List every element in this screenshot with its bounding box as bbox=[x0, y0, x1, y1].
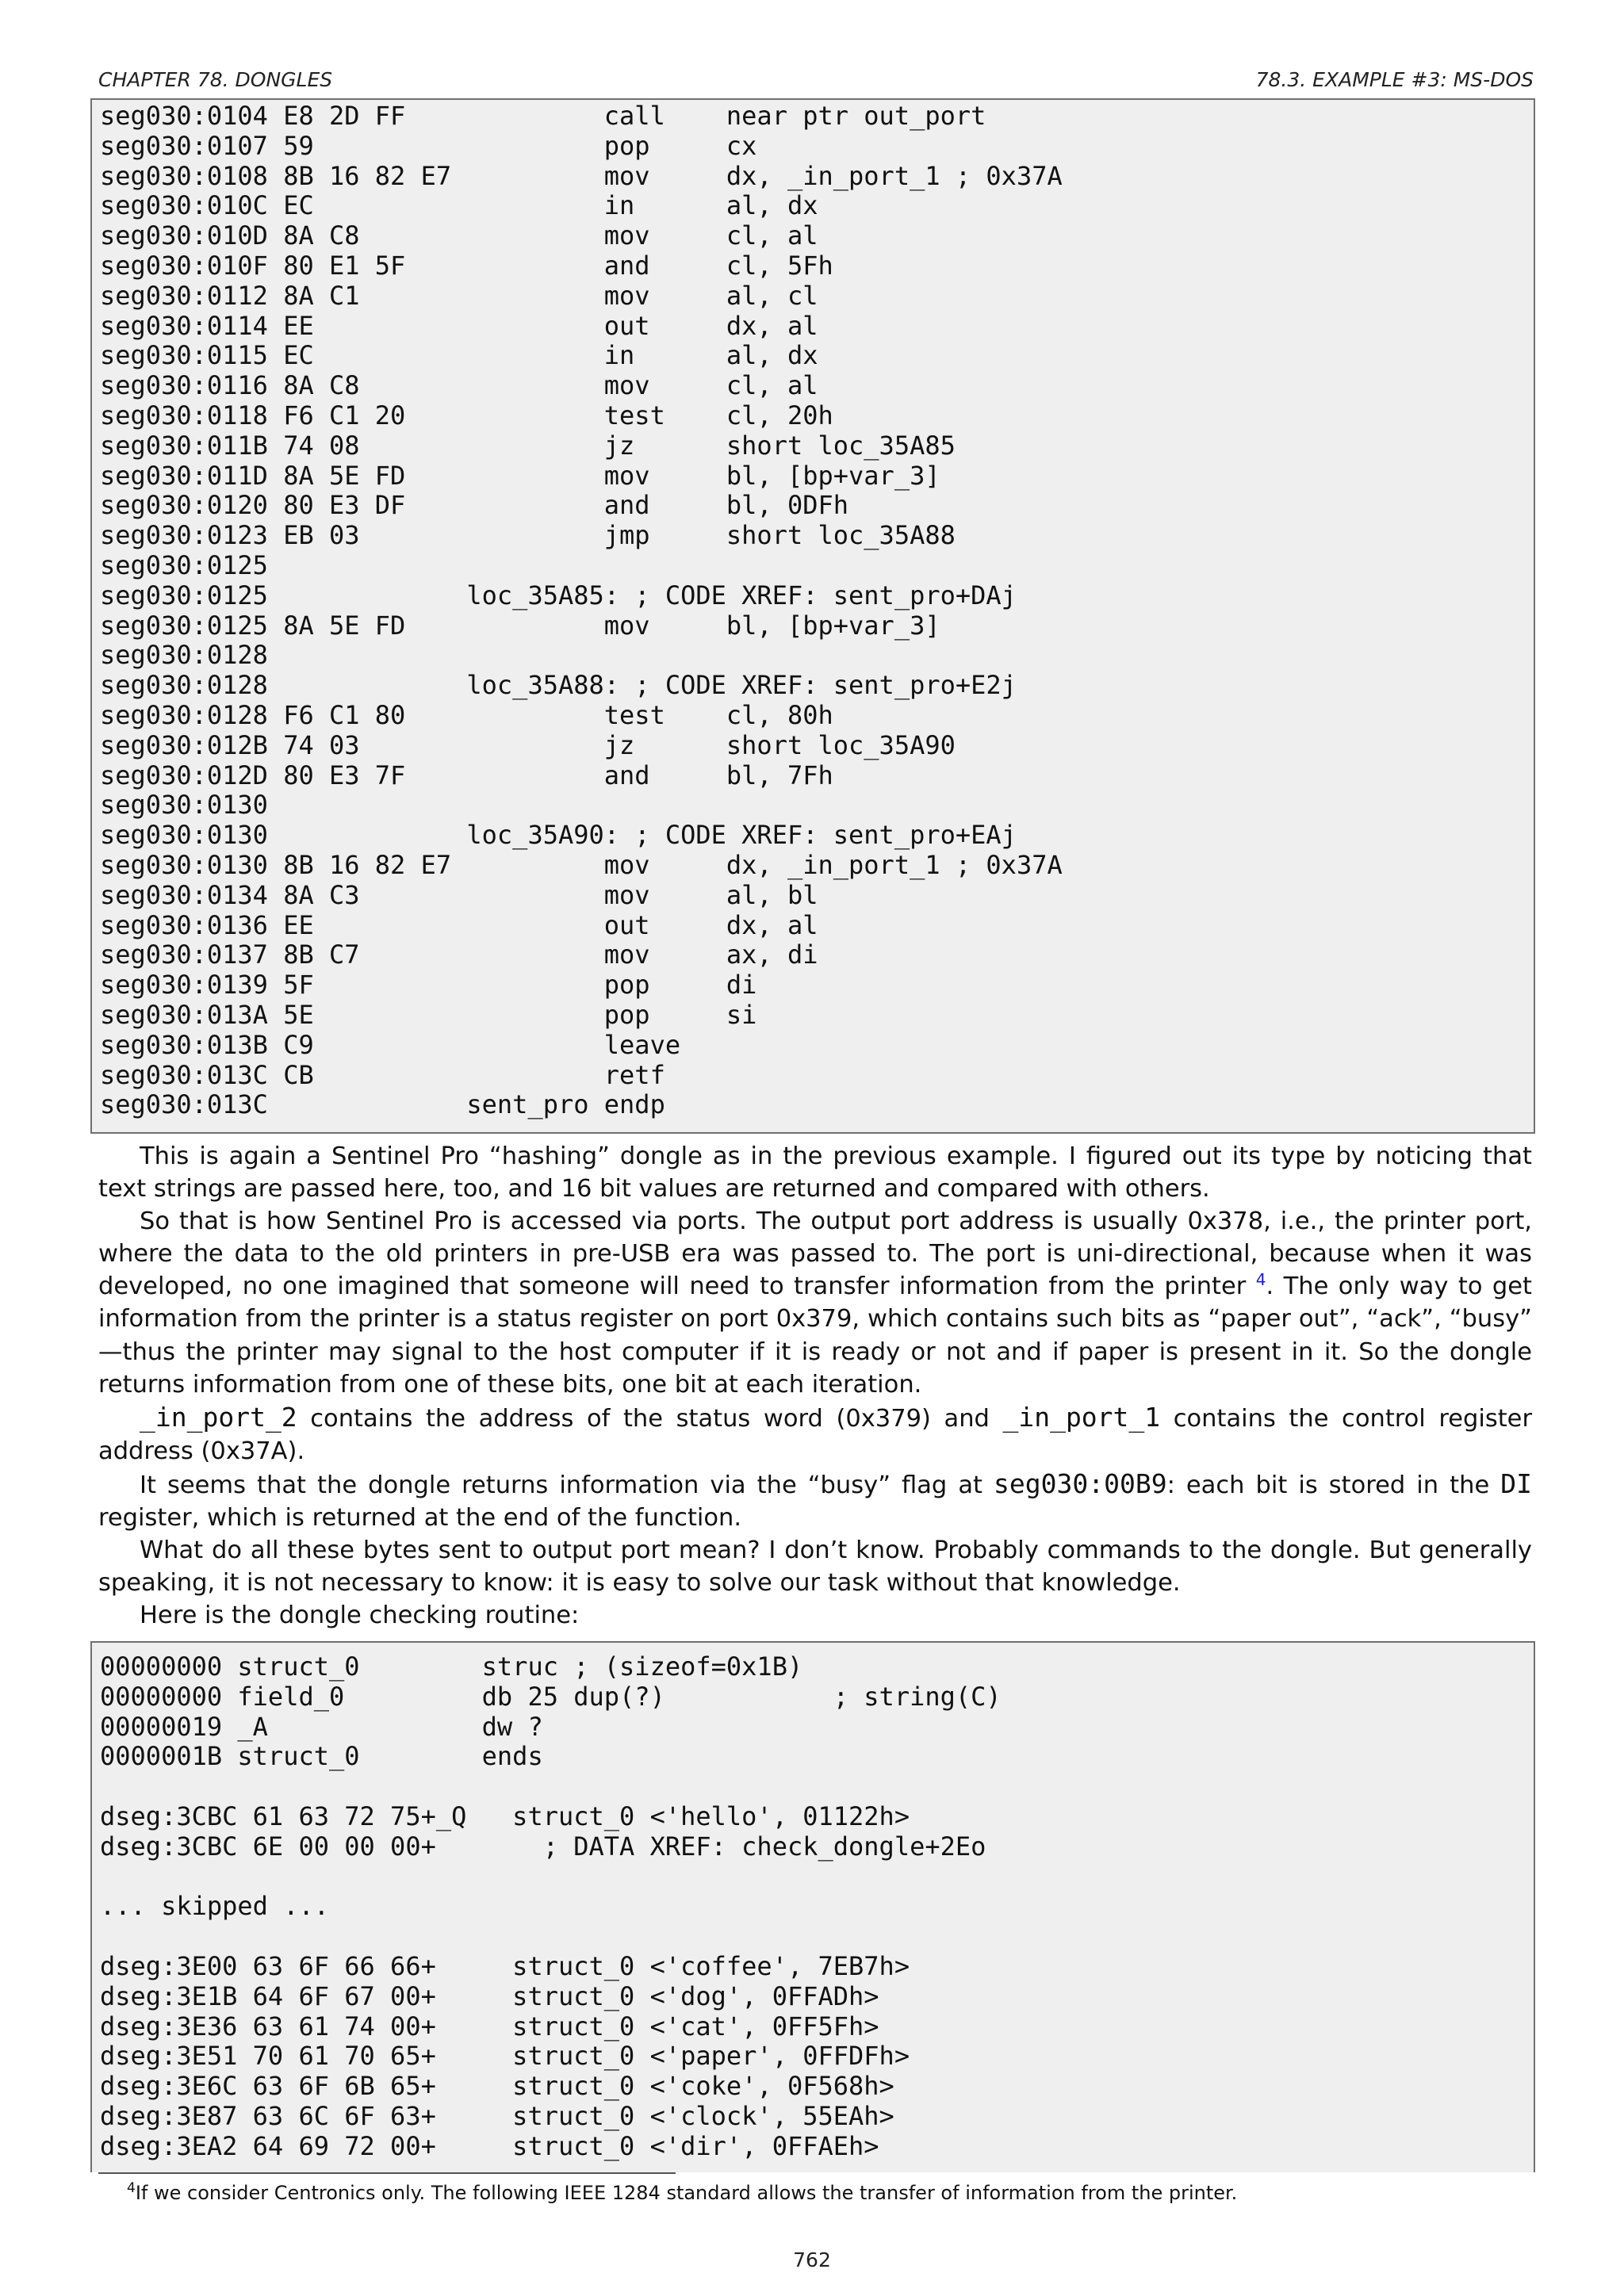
paragraph-4 bbox=[98, 1468, 1532, 1534]
code-line: dseg:3E51 70 61 70 65+ struct_0 <'paper', 0FFDFh> bbox=[100, 2041, 910, 2072]
code-line: dseg:3CBC 61 63 72 75+_Q struct_0 <'hello', 01122h> bbox=[100, 1800, 910, 1831]
code-line: seg030:010F 80 E1 5F and cl, 5Fh bbox=[100, 250, 833, 281]
inline-code-in-port-2: _in_port_2 bbox=[140, 1401, 297, 1433]
code-line: seg030:0104 E8 2D FF call near ptr out_port bbox=[100, 101, 986, 131]
paragraph-5: What do all these bytes sent to output port mean? I don’t know. Probably commands to the dongle. But generally speaking, it is not necessary to know: it is easy to solve our task without that knowledge. bbox=[98, 1536, 1532, 1598]
paragraph-3-part-2: contains the control register address (0x37A). bbox=[98, 1404, 1532, 1465]
paragraph-2-part-1: So that is how Sentinel Pro is accessed via ports. The output port address is usually 0x378, i.e., the printer port, where the data to the old printers in pre-USB era was passed to. The port is uni-directional, because when it was developed, no one imagined that someone will need to transfer information from the printer bbox=[98, 1207, 1532, 1301]
code-line: seg030:010D 8A C8 mov cl, al bbox=[100, 220, 818, 251]
chapter-title: CHAPTER 78. DONGLES bbox=[98, 68, 333, 91]
paragraph-6: Here is the dongle checking routine: bbox=[140, 1601, 580, 1630]
code-line: seg030:013C CB retf bbox=[100, 1059, 665, 1090]
code-line bbox=[92, 1772, 1534, 1802]
footnote-marker: 4 bbox=[127, 2180, 136, 2196]
paragraph-4-part-1: It seems that the dongle returns information via the “busy” flag at bbox=[140, 1471, 994, 1499]
code-line: seg030:0130 loc_35A90: ; CODE XREF: sent_pro+EAj bbox=[100, 820, 1017, 851]
footnote-reference[interactable]: 4 bbox=[1255, 1270, 1266, 1290]
code-line: seg030:012D 80 E3 7F and bl, 7Fh bbox=[100, 760, 833, 790]
code-line: seg030:010C EC in al, dx bbox=[100, 190, 818, 221]
code-line: seg030:0125 loc_35A85: ; CODE XREF: sent_pro+DAj bbox=[100, 580, 1017, 610]
code-line: seg030:0116 8A C8 mov cl, al bbox=[100, 370, 818, 401]
paragraph-2-part-2: . The only way to get information from the printer is a status register on port 0x379, which contains such bits as “paper out”, “ack”, “busy” —thus the printer may signal to the host computer if it is ready or not and if paper is present in it. So the dongle returns information from one of these bits, one bit at each iteration. bbox=[98, 1272, 1533, 1399]
code-line: seg030:013B C9 leave bbox=[100, 1029, 681, 1060]
paragraph-3 bbox=[98, 1401, 1532, 1468]
code-line: 00000000 field_0 db 25 dup(?) ; string(C) bbox=[100, 1681, 1002, 1712]
code-line: seg030:0115 EC in al, dx bbox=[100, 340, 818, 371]
code-line: seg030:0128 F6 C1 80 test cl, 80h bbox=[100, 699, 833, 730]
code-line: seg030:0136 EE out dx, al bbox=[100, 909, 818, 940]
footnote-divider bbox=[98, 2172, 676, 2174]
code-line: seg030:0120 80 E3 DF and bl, 0DFh bbox=[100, 490, 849, 521]
code-line: seg030:0128 loc_35A88: ; CODE XREF: sent_pro+E2j bbox=[100, 670, 1017, 701]
code-line: dseg:3E36 63 61 74 00+ struct_0 <'cat', 0FF5Fh> bbox=[100, 2011, 879, 2042]
code-line: seg030:0125 bbox=[100, 549, 268, 580]
code-line: seg030:0114 EE out dx, al bbox=[100, 310, 818, 341]
inline-code-in-port-1: _in_port_1 bbox=[1002, 1401, 1161, 1433]
code-line: seg030:013A 5E pop si bbox=[100, 999, 757, 1030]
code-line: seg030:0137 8B C7 mov ax, di bbox=[100, 939, 818, 970]
code-listing-sent-pro bbox=[90, 98, 1535, 1134]
code-line: 00000019 _A dw ? bbox=[100, 1711, 543, 1742]
code-line: seg030:0125 8A 5E FD mov bl, [bp+var_3] bbox=[100, 610, 940, 641]
code-line: dseg:3E87 63 6C 6F 63+ struct_0 <'clock', 55EAh> bbox=[100, 2100, 894, 2131]
code-line: seg030:0107 59 pop cx bbox=[100, 130, 757, 161]
code-line: dseg:3EA2 64 69 72 00+ struct_0 <'dir', 0FFAEh> bbox=[100, 2130, 879, 2161]
code-line: 0000001B struct_0 ends bbox=[100, 1741, 543, 1772]
code-line: seg030:0123 EB 03 jmp short loc_35A88 bbox=[100, 520, 956, 551]
paragraph-4-part-2: : each bit is stored in the bbox=[1166, 1471, 1501, 1499]
code-line: dseg:3E00 63 6F 66 66+ struct_0 <'coffee', 7EB7h> bbox=[100, 1950, 910, 1981]
code-line: ... skipped ... bbox=[100, 1891, 329, 1922]
paragraph-2 bbox=[98, 1205, 1532, 1401]
body-text bbox=[98, 1140, 1532, 1632]
paragraph-3-part-1: contains the address of the status word (0x379) and bbox=[297, 1404, 1003, 1433]
code-line: dseg:3E1B 64 6F 67 00+ struct_0 <'dog', 0FFADh> bbox=[100, 1980, 879, 2011]
code-line: seg030:012B 74 03 jz short loc_35A90 bbox=[100, 729, 956, 760]
paragraph-4-part-3: register, which is returned at the end of the function. bbox=[98, 1504, 742, 1533]
code-line: seg030:0118 F6 C1 20 test cl, 20h bbox=[100, 400, 833, 430]
code-line: seg030:0130 8B 16 82 E7 mov dx, _in_port_1 ; 0x37A bbox=[100, 849, 1063, 880]
code-line: dseg:3E6C 63 6F 6B 65+ struct_0 <'coke', 0F568h> bbox=[100, 2071, 894, 2102]
code-line: seg030:0134 8A C3 mov al, bl bbox=[100, 879, 818, 910]
code-line: seg030:0130 bbox=[100, 790, 268, 821]
section-title: 78.3. EXAMPLE #3: MS-DOS bbox=[1255, 68, 1534, 91]
footnote bbox=[127, 2180, 1237, 2204]
page-number: 762 bbox=[793, 2248, 831, 2271]
code-listing-struct-data bbox=[90, 1641, 1535, 2172]
inline-code-register: DI bbox=[1500, 1468, 1532, 1499]
code-line bbox=[92, 1922, 1534, 1952]
paragraph-1: This is again a Sentinel Pro “hashing” dongle as in the previous example. I figured out its type by noticing that text strings are passed here, too, and 16 bit values are returned and compared with others. bbox=[98, 1142, 1532, 1203]
code-line: seg030:011B 74 08 jz short loc_35A85 bbox=[100, 430, 956, 461]
code-line bbox=[92, 1862, 1534, 1892]
code-line: seg030:0112 8A C1 mov al, cl bbox=[100, 280, 818, 311]
code-line: 00000000 struct_0 struc ; (sizeof=0x1B) bbox=[100, 1651, 803, 1682]
code-line: dseg:3CBC 6E 00 00 00+ ; DATA XREF: check_dongle+2Eo bbox=[100, 1831, 986, 1862]
code-line: seg030:011D 8A 5E FD mov bl, [bp+var_3] bbox=[100, 460, 940, 491]
code-line: seg030:0139 5F pop di bbox=[100, 970, 757, 1001]
code-line: seg030:0108 8B 16 82 E7 mov dx, _in_port_1 ; 0x37A bbox=[100, 160, 1063, 191]
footnote-text: If we consider Centronics only. The following IEEE 1284 standard allows the transfer of information from the printer. bbox=[135, 2182, 1238, 2204]
inline-code-address: seg030:00B9 bbox=[994, 1468, 1167, 1499]
running-header bbox=[98, 68, 1534, 100]
code-line: seg030:0128 bbox=[100, 640, 268, 671]
code-line: seg030:013C sent_pro endp bbox=[100, 1089, 665, 1120]
